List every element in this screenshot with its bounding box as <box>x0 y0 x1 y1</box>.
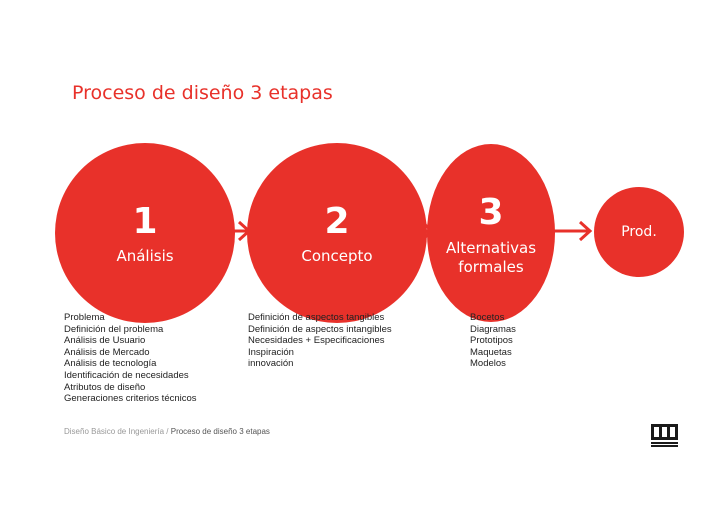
stage-number: 3 <box>478 192 504 233</box>
stage-label-line2: formales <box>458 258 524 276</box>
page-title: Proceso de diseño 3 etapas <box>72 82 333 104</box>
list-item: Bocetos <box>470 312 505 323</box>
list-item: Análisis de Mercado <box>64 346 150 358</box>
list-item: Análisis de tecnología <box>64 358 157 370</box>
footer-course: Diseño Básico de Ingeniería <box>64 427 165 436</box>
university-logo-icon <box>651 424 678 448</box>
arrow-right-icon <box>398 219 438 243</box>
list-item: Maquetas <box>470 346 512 358</box>
list-item: Atributos de diseño <box>64 381 146 393</box>
footer <box>64 427 270 436</box>
stage-number: 2 <box>324 201 350 242</box>
concepto-list <box>248 312 392 370</box>
list-item: Definición de aspectos tangibles <box>248 312 385 323</box>
list-item: Definición de aspectos intangibles <box>248 323 392 335</box>
arrow-right-icon <box>205 219 255 243</box>
stage-label: Concepto <box>301 247 373 265</box>
stage-alternativas <box>427 144 555 322</box>
list-item: Análisis de Usuario <box>64 335 146 347</box>
list-item: Problema <box>64 312 105 323</box>
list-item: innovación <box>248 358 294 370</box>
arrow-right-icon <box>548 219 598 243</box>
footer-separator: / <box>164 427 171 436</box>
list-item: Definición del problema <box>64 323 164 335</box>
stage-label: Análisis <box>116 247 174 265</box>
list-item: Identificación de necesidades <box>64 369 189 381</box>
stage-number: 1 <box>132 201 158 242</box>
alternativas-list <box>470 312 516 370</box>
list-item: Inspiración <box>248 346 294 358</box>
list-item: Generaciones criterios técnicos <box>64 393 197 405</box>
list-item: Prototipos <box>470 335 513 347</box>
stage-label-line1: Alternativas <box>445 239 537 257</box>
list-item: Modelos <box>470 358 506 370</box>
stage-prod <box>594 187 684 277</box>
list-item: Diagramas <box>470 323 516 335</box>
footer-topic: Proceso de diseño 3 etapas <box>170 427 270 436</box>
stage-label: Prod. <box>621 224 657 240</box>
list-item: Necesidades + Especificaciones <box>248 335 385 347</box>
analisis-list <box>64 312 197 405</box>
